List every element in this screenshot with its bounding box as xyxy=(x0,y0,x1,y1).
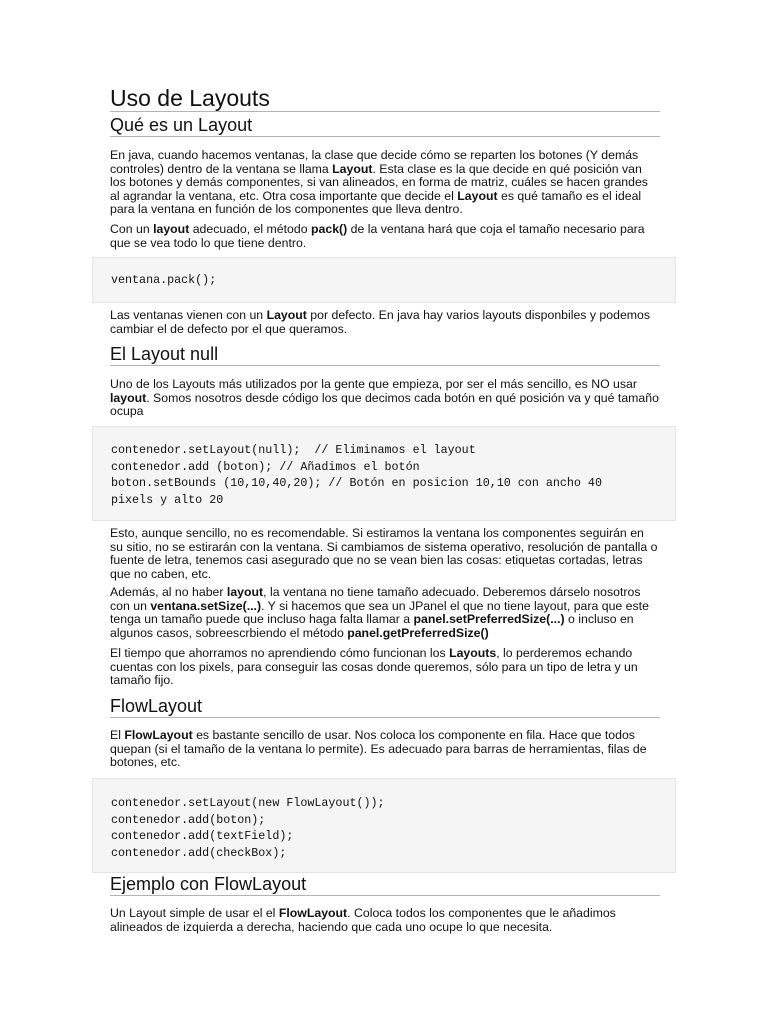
paragraph xyxy=(110,729,660,770)
paragraph xyxy=(110,378,660,419)
paragraph xyxy=(110,149,660,217)
code-line: pixels y alto 20 xyxy=(111,492,224,507)
text-run: , lo perderemos echando cuentas con los pixels, para conseguir las cosas donde queremos, sólo para un tipo de letra y un tamaño fijo. xyxy=(110,646,638,688)
bold-term: Layout xyxy=(457,188,498,203)
bold-term: Layout xyxy=(266,308,307,322)
text-run: . Coloca todos los componentes que le añadimos alineados de izquierda a derecha, haciendo que cada uno ocupe lo que necesita. xyxy=(110,906,616,934)
paragraph xyxy=(110,223,660,250)
text-run: Un Layout simple de usar el el xyxy=(110,906,279,920)
code-block xyxy=(92,426,676,521)
code-line: ventana.pack(); xyxy=(111,273,217,287)
section-heading-ejemplo: Ejemplo con FlowLayout xyxy=(110,874,660,896)
paragraph xyxy=(110,647,660,688)
text-run: Además, al no haber xyxy=(110,585,227,599)
text-run: de la ventana hará que coja el tamaño necesario para que se vea todo lo que tiene dentro. xyxy=(110,222,645,250)
bold-term: layout xyxy=(226,585,264,599)
code-block xyxy=(92,257,676,303)
code-block xyxy=(92,778,676,873)
text-run: adecuado, el método xyxy=(189,222,311,236)
text-run: Con un xyxy=(110,222,154,236)
bold-term: ventana.setSize(...) xyxy=(150,598,262,613)
bold-term: layout xyxy=(153,222,190,236)
text-run: Esto, aunque sencillo, no es recomendable. Si estiramos la ventana los componentes seguirán en su sitio, no se estirarán con la ventana. Si cambiamos de sistema operativo, resolución de pantalla o fuente de letra, tenemos casi asegurado que no se vean bien las cosas: etiquetas cortadas, letras que no caben, etc. xyxy=(110,526,658,581)
section-heading-que-es: Qué es un Layout xyxy=(110,115,660,137)
page-title: Uso de Layouts xyxy=(110,85,660,112)
code-line: contenedor.add(checkBox); xyxy=(111,845,287,860)
text-run: . Somos nosotros desde código los que decimos cada botón en qué posición va y qué tamaño ocupa xyxy=(110,390,659,419)
section-heading-flow-layout: FlowLayout xyxy=(110,696,660,718)
bold-term: layout xyxy=(110,390,147,405)
bold-term: FlowLayout xyxy=(124,728,193,742)
bold-term: panel.getPreferredSize() xyxy=(347,625,489,640)
code-line: boton.setBounds (10,10,40,20); // Botón en posicion 10,10 con ancho 40 xyxy=(111,476,602,490)
text-run: es bastante sencillo de usar. Nos coloca los componente en fila. Hace que todos quepan (si el tamaño de la ventana lo permite). Es adecuado para barras de herramientas, filas de botones, etc. xyxy=(110,728,647,770)
paragraph xyxy=(110,586,660,640)
text-run: Uno de los Layouts más utilizados por la gente que empieza, por ser el más sencillo, es NO usar xyxy=(110,377,637,391)
text-run: En java, cuando hacemos ventanas, la clase que decide cómo se reparten los botones (Y demás controles) dentro de la ventana se llama xyxy=(110,148,639,176)
paragraph xyxy=(110,309,660,336)
text-run: El xyxy=(110,728,125,742)
text-run: o incluso en algunos casos, sobreescrbiendo el método xyxy=(110,612,634,640)
code-line: contenedor.setLayout(null); // Eliminamos el layout xyxy=(111,443,476,457)
text-run: , la ventana no tiene tamaño adecuado. Deberemos dárselo nosotros con un xyxy=(110,585,641,613)
text-run: es qué tamaño es el ideal para la ventana en función de los componentes que lleva dentro. xyxy=(110,188,642,217)
bold-term: FlowLayout xyxy=(278,906,348,920)
text-run: . Esta clase es la que decide en qué posición van los botones y demás componentes, si van alineados, en forma de matriz, cuáles se hacen grandes al agrandar la ventana, etc. Otra cosa importante que decide el xyxy=(110,161,648,203)
bold-term: Layout xyxy=(332,161,373,176)
paragraph xyxy=(110,527,660,581)
bold-term: Layouts xyxy=(449,646,497,660)
code-line: contenedor.add(textField); xyxy=(111,829,294,843)
text-run: Las ventanas vienen con un xyxy=(110,308,267,322)
code-line: contenedor.add (boton); // Añadimos el botón xyxy=(111,459,420,474)
code-line: contenedor.add(boton); xyxy=(111,812,266,827)
text-run: por defecto. En java hay varios layouts disponbiles y podemos cambiar el de defecto por el que queramos. xyxy=(110,308,651,336)
bold-term: panel.setPreferredSize(...) xyxy=(413,612,565,627)
text-run: El tiempo que ahorramos no aprendiendo cómo funcionan los xyxy=(110,646,450,660)
section-heading-null-layout: El Layout null xyxy=(110,344,660,366)
paragraph xyxy=(110,907,660,934)
text-run: . Y si hacemos que sea un JPanel el que no tiene layout, para que este tenga un tamaño puede que incluso haga falta llamar a xyxy=(110,598,649,627)
bold-term: pack() xyxy=(311,222,348,236)
code-line: contenedor.setLayout(new FlowLayout()); xyxy=(111,796,385,810)
